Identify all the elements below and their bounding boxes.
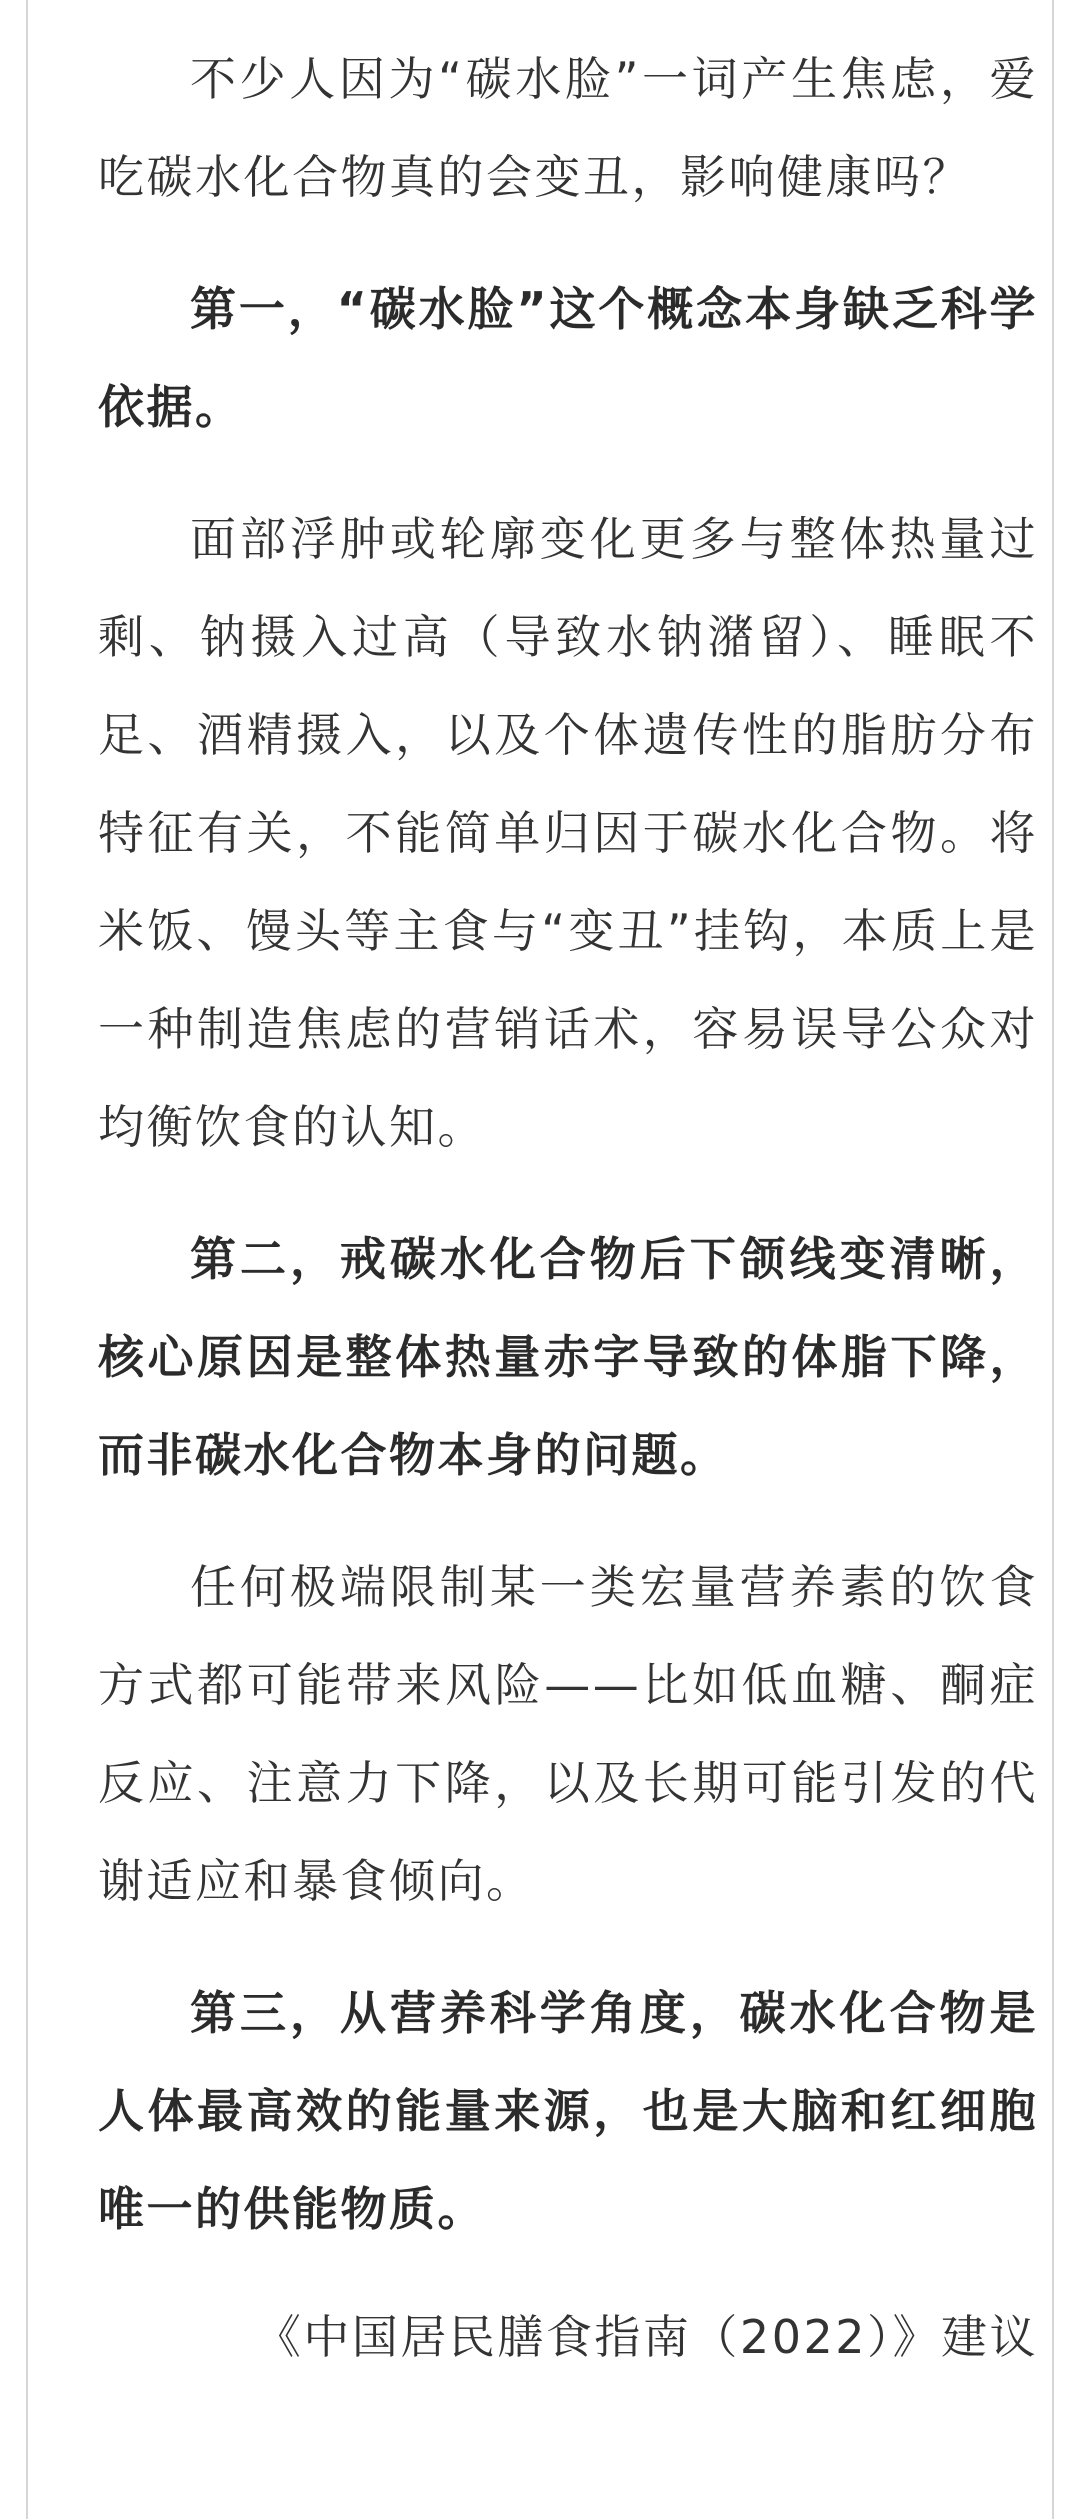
paragraph-point-three-heading: 第三，从营养科学角度，碳水化合物是人体最高效的能量来源，也是大脑和红细胞唯一的供能物质。 (98, 1986, 1038, 2236)
paragraph-guideline-start: 《中国居民膳食指南（2022）》建议 (254, 2310, 1038, 2364)
paragraph-spacer (98, 1176, 1038, 1210)
paragraph-spacer (98, 1930, 1038, 1964)
paragraph-spacer (98, 1504, 1038, 1538)
paragraph-intro: 不少人因为“碳水脸”一词产生焦虑，爱吃碳水化合物真的会变丑，影响健康吗？ (98, 52, 1038, 204)
paragraph-point-one-body: 面部浮肿或轮廓变化更多与整体热量过剩、钠摄入过高（导致水钠潴留）、睡眠不足、酒精摄入，以及个体遗传性的脂肪分布特征有关，不能简单归因于碳水化合物。将米饭、馒头等主食与“变丑”挂钩，本质上是一种制造焦虑的营销话术，容易误导公众对均衡饮食的认知。 (98, 512, 1038, 1154)
paragraph-spacer (98, 456, 1038, 490)
paragraph-spacer (98, 2258, 1038, 2288)
paragraph-spacer (98, 226, 1038, 260)
paragraph-point-one-heading: 第一，“碳水脸”这个概念本身缺乏科学依据。 (98, 282, 1038, 434)
page-frame (26, 0, 1054, 2519)
paragraph-point-two-body: 任何极端限制某一类宏量营养素的饮食方式都可能带来风险——比如低血糖、酮症反应、注意力下降，以及长期可能引发的代谢适应和暴食倾向。 (98, 1560, 1038, 1908)
paragraph-point-two-heading: 第二，戒碳水化合物后下颌线变清晰，核心原因是整体热量赤字导致的体脂下降，而非碳水化合物本身的问题。 (98, 1232, 1038, 1482)
article-body (98, 30, 1038, 2386)
